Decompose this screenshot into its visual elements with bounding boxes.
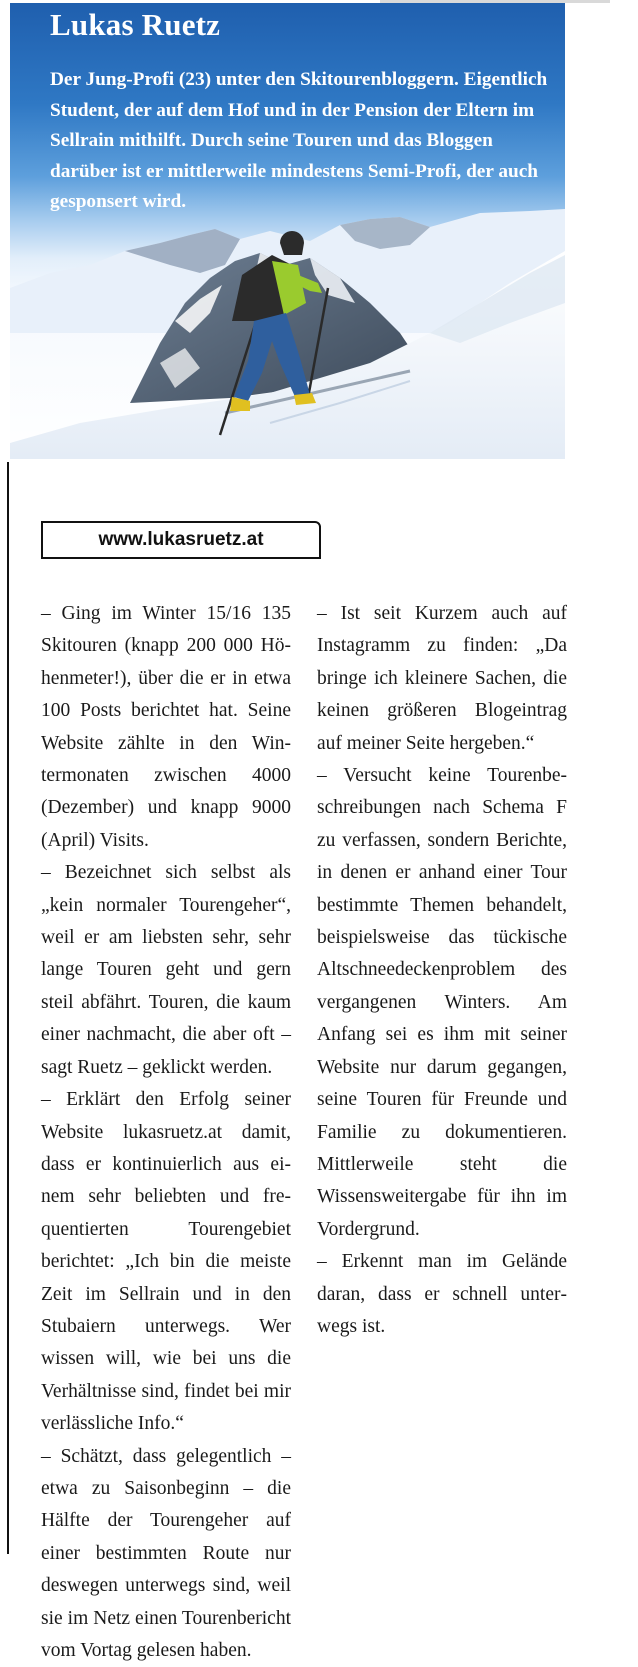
hero-photo: [10, 3, 565, 459]
article-paragraph: – Erklärt den Erfolg seiner Website lukasruetz.at damit, dass er kontinuierlich aus einem sehr beliebten und frequentierten Tourengebiet berichtet: „Ich bin die meiste Zeit im Sellrain und in den Stubaiern unterwegs. Wer wissen will, wie bei uns die Verhältnisse sind, findet bei mir verlässliche Info.“: [41, 1089, 291, 1435]
left-margin-rule: [7, 462, 9, 1554]
article-paragraph: – Ging im Winter 15/16 135 Skitouren (knapp 200 000 Höhenmeter!), über die er in etwa 100 Posts berichtet hat. Seine Website zählte in den Wintermonaten zwischen 4000 (Dezember) und knapp 9000 (April) Visits.: [41, 603, 291, 851]
article-paragraph: – Ist seit Kurzem auch auf Instagramm zu finden: „Da bringe ich kleinere Sachen, die keinen größeren Blogeintrag auf meiner Seite hergeben.“: [317, 603, 567, 754]
article-paragraph: – Erkennt man im Gelände daran, dass er schnell unterwegs ist.: [317, 1251, 567, 1337]
article-paragraph: – Versucht keine Tourenbeschreibungen nach Schema F zu verfassen, sondern Berichte, in denen er anhand einer Tour bestimmte Themen behandelt, beispielsweise das tückische Altschneedeckenproblem des vergangenen Winters. Am Anfang sei es ihm mit seiner Website nur darum gegangen, seine Touren für Freunde und Familie zu dokumentieren. Mittlerweile steht die Wissensweitergabe für ihn im Vordergrund.: [317, 765, 567, 1240]
article-paragraph: – Schätzt, dass gelegentlich – etwa zu Saisonbeginn – die Hälfte der Tourengeher auf einer bestimmten Route nur deswegen unterwegs sind, weil sie im Netz einen Tourenbericht vom Vortag gelesen haben.: [41, 1445, 291, 1661]
website-link[interactable]: www.lukasruetz.at: [41, 521, 321, 559]
article-column-left: [41, 598, 291, 1667]
article-column-right: [317, 598, 567, 1343]
profile-name: Lukas Ruetz: [50, 7, 221, 42]
article-paragraph: – Bezeichnet sich selbst als „kein normaler Tourengeher“, weil er am liebsten sehr, sehr lange Touren geht und gern steil abfährt. Touren, die kaum einer nachmacht, die aber oft – sagt Ruetz – geklickt werden.: [41, 862, 291, 1078]
profile-description: Der Jung-Profi (23) unter den Skitourenbloggern. Eigentlich Student, der auf dem Hof und in der Pension der Eltern im Sellrain mithilft. Durch seine Touren und das Bloggen darüber ist er mittlerweile mindestens Semi-Profi, der auch gesponsert wird.: [50, 69, 548, 212]
